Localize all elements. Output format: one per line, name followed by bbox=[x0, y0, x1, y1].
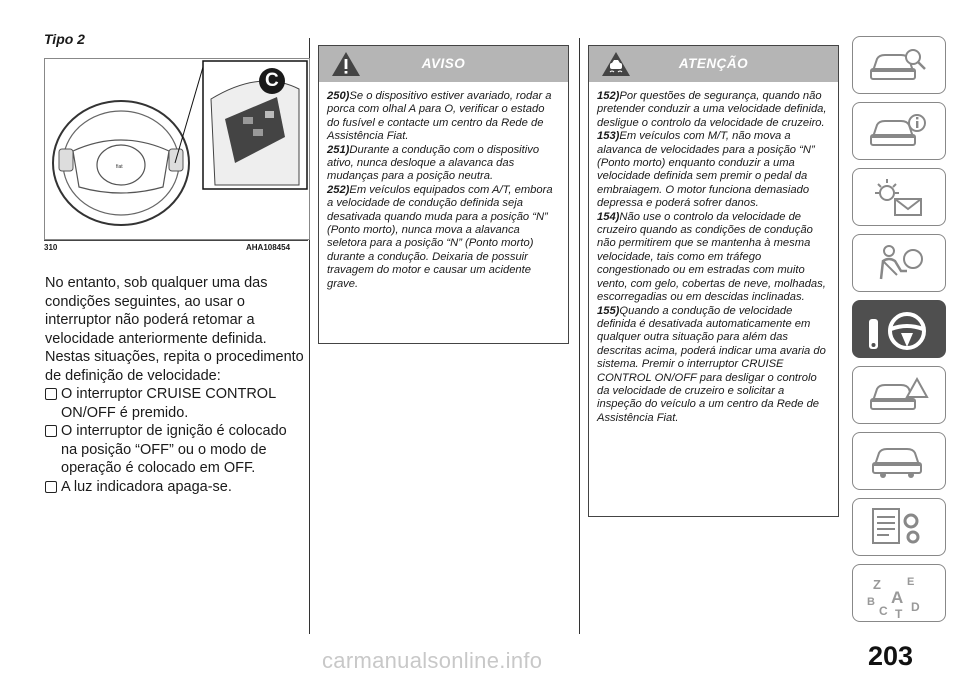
aviso-box bbox=[318, 45, 569, 344]
note-text: Quando a condução de velocidade definida é desativada automaticamente em qualquer outra situação para além das descritas acima, poderá indicar uma avaria do sistema. Premir o interruptor CRUISE CONTROL ON/OFF para desligar o controlo da velocidade de cruzeiro e solicitar a inspeção do veículo a um centro da Rede de Assistência Fiat. bbox=[597, 304, 826, 424]
car-search-icon bbox=[867, 43, 931, 87]
list-item bbox=[45, 478, 305, 497]
note-item bbox=[327, 144, 558, 184]
nav-tab-starting-driving[interactable] bbox=[852, 300, 946, 358]
note-number: 152) bbox=[597, 90, 620, 102]
aviso-body bbox=[319, 82, 568, 301]
note-item bbox=[597, 130, 828, 210]
list-item-text: A luz indicadora apaga-se. bbox=[61, 478, 232, 495]
nav-tab-index[interactable] bbox=[852, 564, 946, 622]
note-number: 252) bbox=[327, 183, 350, 196]
figure-rule bbox=[44, 240, 308, 241]
note-text: Durante a condução com o dispositivo ativo, nunca desloque a alavanca das mudanças para a posição neutra. bbox=[327, 143, 540, 183]
nav-tab-technical-data[interactable] bbox=[852, 498, 946, 556]
body-text bbox=[45, 274, 305, 496]
checkbox-bullet-icon bbox=[45, 481, 57, 493]
car-service-icon bbox=[867, 439, 931, 483]
index-letter: T bbox=[895, 607, 903, 619]
index-letter: B bbox=[867, 596, 875, 608]
watermark: carmanualsonline.info bbox=[322, 648, 543, 673]
note-text: Se o dispositivo estiver avariado, rodar a porca com olhal A para O, verificar o estado do fusível e contacte um centro da Rede de Assistência Fiat. bbox=[327, 90, 552, 143]
note-item bbox=[327, 90, 558, 144]
nav-tab-car-info[interactable] bbox=[852, 102, 946, 160]
note-text: Em veículos com M/T, não mova a alavanca de velocidades para a posição “N” (Ponto morto) enquanto conduzir a uma velocidade definida sem premir o pedal da embraiagem. O motor funciona demasiado depressa e poderá sofrer danos. bbox=[597, 130, 815, 210]
steering-wheel-figure bbox=[44, 58, 310, 240]
aviso-header bbox=[319, 46, 568, 82]
note-number: 155) bbox=[597, 304, 620, 317]
note-number: 251) bbox=[327, 143, 350, 156]
warning-light-envelope-icon bbox=[867, 175, 931, 219]
atencao-title: ATENÇÃO bbox=[678, 56, 749, 71]
callout-letter: C bbox=[265, 70, 279, 91]
atencao-box bbox=[588, 45, 839, 517]
intro-paragraph: No entanto, sob qualquer uma das condições seguintes, ao usar o interruptor não poderá retomar a velocidade anteriormente definida. Nestas situações, repita o procedimento de definição de velocidade: bbox=[45, 275, 304, 384]
nav-tab-safety[interactable] bbox=[852, 234, 946, 292]
note-number: 153) bbox=[597, 130, 620, 143]
wheel-logo: fiat bbox=[116, 164, 123, 170]
nav-tab-car-search[interactable] bbox=[852, 36, 946, 94]
nav-tab-maintenance[interactable] bbox=[852, 432, 946, 490]
section-title: Tipo 2 bbox=[44, 31, 85, 47]
list-item bbox=[45, 385, 305, 422]
note-text: Por questões de segurança, quando não pretender conduzir a uma velocidade definida, desligue o controlo da velocidade de cruzeiro. bbox=[597, 90, 827, 129]
car-warning-triangle-icon bbox=[867, 373, 931, 417]
list-item-text: O interruptor CRUISE CONTROL ON/OFF é premido. bbox=[61, 386, 276, 421]
figure-number: 310 bbox=[44, 243, 58, 252]
column-divider bbox=[579, 38, 580, 634]
checkbox-bullet-icon bbox=[45, 425, 57, 437]
note-text: Em veículos equipados com A/T, embora a velocidade de condução definida seja desativada quando muda para a posição “N” (Ponto morto), nunca mova a alavanca seletora para a posição “N” (Ponto morto) durante a condução. Deixaria de possuir travagem do motor e causar um acidente grave. bbox=[327, 183, 553, 290]
alphabet-index-icon bbox=[867, 571, 931, 619]
nav-tab-warning-lights[interactable] bbox=[852, 168, 946, 226]
checklist-gears-icon bbox=[867, 505, 931, 549]
list-item bbox=[45, 422, 305, 478]
atencao-header bbox=[589, 46, 838, 82]
note-item bbox=[597, 211, 828, 305]
note-number: 250) bbox=[327, 90, 350, 102]
seatbelt-airbag-icon bbox=[867, 241, 931, 285]
index-letter: A bbox=[891, 588, 904, 607]
car-info-icon bbox=[867, 109, 931, 153]
list-item-text: O interruptor de ignição é colocado na posição “OFF” ou o modo de operação é colocado em OFF. bbox=[61, 423, 287, 476]
nav-tab-emergency[interactable] bbox=[852, 366, 946, 424]
key-steering-wheel-icon bbox=[867, 307, 931, 355]
note-item bbox=[597, 305, 828, 426]
index-letter: C bbox=[879, 604, 888, 618]
figure-code: AHA108454 bbox=[246, 243, 291, 252]
note-item bbox=[327, 184, 558, 291]
index-letter: E bbox=[907, 576, 915, 588]
note-text: Não use o controlo da velocidade de cruzeiro quando as condições de condução não permitirem que se mantenha à mesma velocidade, tais como em tráfego congestionado ou em estradas com muito vento, com gelo, cobertas de neve, molhadas, escorregadias ou em descidas inclinadas. bbox=[597, 210, 826, 304]
atencao-body bbox=[589, 82, 838, 435]
note-number: 154) bbox=[597, 210, 620, 223]
aviso-title: AVISO bbox=[421, 56, 466, 71]
checkbox-bullet-icon bbox=[45, 388, 57, 400]
index-letter: Z bbox=[873, 577, 881, 592]
page-number: 203 bbox=[868, 641, 914, 671]
index-letter: D bbox=[911, 600, 920, 614]
note-item bbox=[597, 90, 828, 130]
